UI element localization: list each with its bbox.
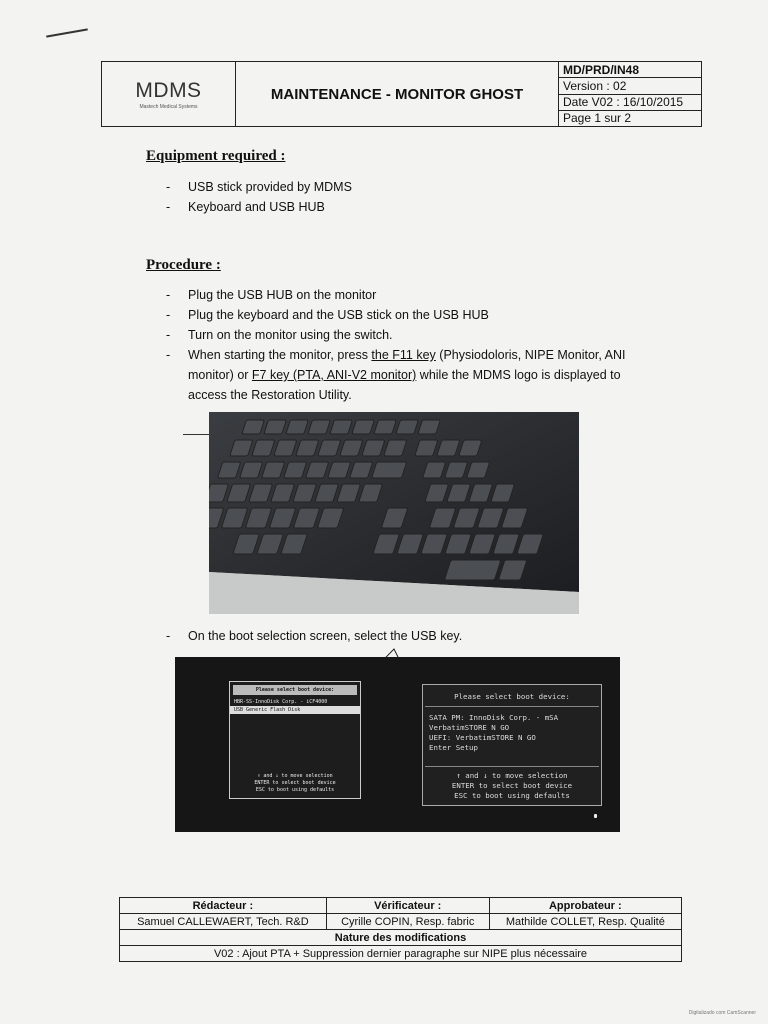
approbateur-label: Approbateur : [489,898,681,914]
keyboard-illustration [209,412,579,614]
procedure-list [160,285,628,405]
boot-screen-photo [175,657,620,832]
help-line: ↑ and ↓ to move selection [257,773,333,779]
logo-subtitle: Mastech Medical Systems [139,103,198,110]
verificateur-name: Cyrille COPIN, Resp. fabric [326,914,489,930]
f11-key-text: the F11 key [371,348,436,362]
boot-step-list [160,626,462,646]
list-item: - Keyboard and USB HUB [160,197,352,217]
verificateur-label: Vérificateur : [326,898,489,914]
help-line: ↑ and ↓ to move selection [456,771,568,780]
help-line: ESC to boot using defaults [255,787,335,793]
document-title: MAINTENANCE - MONITOR GHOST [236,62,559,126]
pen-mark [46,28,88,37]
keyboard-photo [209,412,579,614]
boot-menu-help [230,773,360,794]
help-line: ESC to boot using defaults [454,791,570,800]
list-item: - Plug the keyboard and the USB stick on the USB HUB [160,305,628,325]
boot-option: HBR-SS-InnoDisk Corp. - iCF4000 [234,699,328,705]
doc-date: Date V02 : 16/10/2015 [559,95,701,111]
boot-menu-small [229,681,361,799]
pointer-line [183,434,209,435]
doc-version: Version : 02 [559,78,701,94]
approbateur-name: Mathilde COLLET, Resp. Qualité [489,914,681,930]
boot-option-selected: USB Generic Flash Disk [230,706,360,714]
approval-table [119,897,682,962]
boot-menu-help [425,766,599,801]
company-logo [102,62,236,126]
nature-label: Nature des modifications [120,930,682,946]
nature-value: V02 : Ajout PTA + Suppression dernier paragraphe sur NIPE plus nécessaire [120,946,682,962]
redacteur-name: Samuel CALLEWAERT, Tech. R&D [120,914,327,930]
list-item: - USB stick provided by MDMS [160,177,352,197]
step-text: When starting the monitor, press [188,348,372,362]
scanner-watermark: Digitalizado com CamScanner [688,1010,756,1016]
cursor-mark [594,814,597,818]
step-text: while the MDMS logo is displayed to access the Restoration Utility. [188,368,621,402]
step-text: (Physiodoloris, NIPE Monitor, ANI monitor) or [188,348,626,382]
document-meta [559,62,701,126]
boot-option: VerbatimSTORE N GO [429,723,510,732]
document-header [101,61,702,127]
procedure-heading: Procedure : [146,257,221,273]
boot-option-list [423,707,601,759]
boot-option: Enter Setup [429,743,478,752]
boot-option: SATA PM: InnoDisk Corp. - mSA [429,713,559,722]
boot-menu-title: Please select boot device: [425,687,599,707]
boot-menu-zoomed [422,684,602,806]
doc-page: Page 1 sur 2 [563,111,632,126]
list-item: - Turn on the monitor using the switch. [160,325,628,345]
boot-menu-title: Please select boot device: [233,685,357,695]
help-line: ENTER to select boot device [254,780,336,786]
boot-option: UEFI: VerbatimSTORE N GO [429,733,536,742]
equipment-heading: Equipment required : [146,148,286,164]
redacteur-label: Rédacteur : [120,898,327,914]
list-item: - Plug the USB HUB on the monitor [160,285,628,305]
list-item: - On the boot selection screen, select the USB key. [160,626,462,646]
help-line: ENTER to select boot device [451,781,573,790]
equipment-list [160,177,352,217]
list-item-boot-key [160,345,628,405]
f7-key-text: F7 key (PTA, ANI-V2 monitor) [251,368,417,382]
logo-text: MDMS [135,78,202,102]
doc-reference: MD/PRD/IN48 [559,62,701,78]
